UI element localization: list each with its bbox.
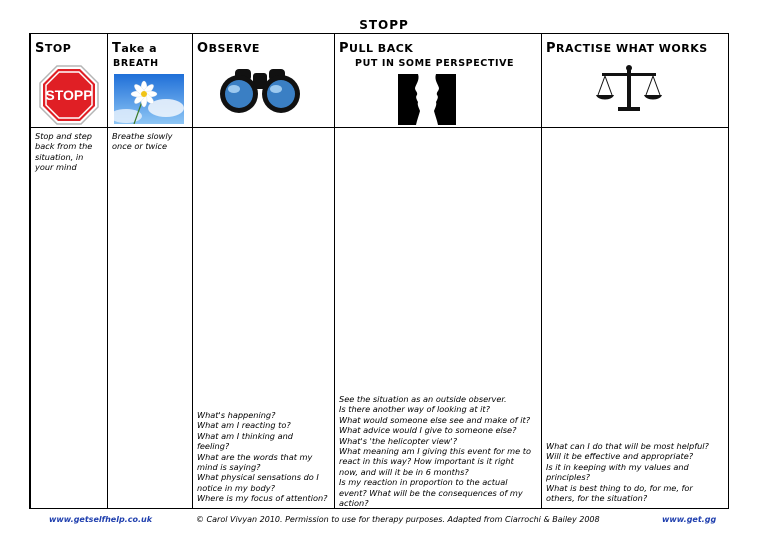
heading-observe: OBSERVE (197, 41, 260, 56)
heading-pull-back: PULL BACK (339, 41, 414, 56)
scales-icon (594, 63, 664, 115)
stop-sign-text: STOPP (45, 87, 93, 103)
text-pull-back: See the situation as an outside observer. Is there another way of looking at it? What would someone else see and make of it? What advice would I give to someone else? What's 'the helicopter view'? What meaning am I giving this event for me to react in this way? How important is it right now, and will it be in 6 months? Is my reaction in proportion to the actual event? What will be the consequences of my action? (339, 394, 531, 509)
column-stop (30, 34, 107, 508)
footer-copyright: © Carol Vivyan 2010. Permission to use for therapy purposes. Adapted from Ciarrochi & Bailey 2008 (196, 515, 600, 524)
heading-practise: PRACTISE WHAT WORKS (546, 41, 708, 56)
binoculars-icon (217, 65, 303, 115)
subheading-perspective: PUT IN SOME PERSPECTIVE (355, 58, 515, 69)
text-breath: Breathe slowly once or twice (112, 131, 173, 152)
text-stop: Stop and step back from the situation, in your mind (35, 131, 93, 173)
column-practise (541, 34, 730, 508)
column-observe (192, 34, 334, 508)
heading-stop: STOP (35, 41, 72, 56)
column-breath (107, 34, 192, 508)
stop-sign-icon (39, 65, 99, 125)
footer-link-getselfhelp[interactable]: www.getselfhelp.co.uk (49, 515, 153, 524)
text-practise: What can I do that will be most helpful? Will it be effective and appropriate? Is it in keeping with my values and principles? What is best thing to do, for me, for others, for the situation? (546, 441, 709, 504)
footer-link-getgg[interactable]: www.get.gg (662, 515, 717, 524)
text-observe: What's happening? What am I reacting to? What am I thinking and feeling? What are the words that my mind is saying? What physical sensations do I notice in my body? Where is my focus of attention? (197, 410, 328, 504)
stopp-table (29, 33, 729, 509)
page-title: STOPP (359, 18, 409, 32)
heading-breath: Take a (112, 41, 158, 56)
faces-vase-icon (398, 74, 456, 125)
flower-sky-image (114, 74, 184, 124)
column-pull-back (334, 34, 541, 508)
subheading-breath: BREATH (113, 58, 159, 69)
